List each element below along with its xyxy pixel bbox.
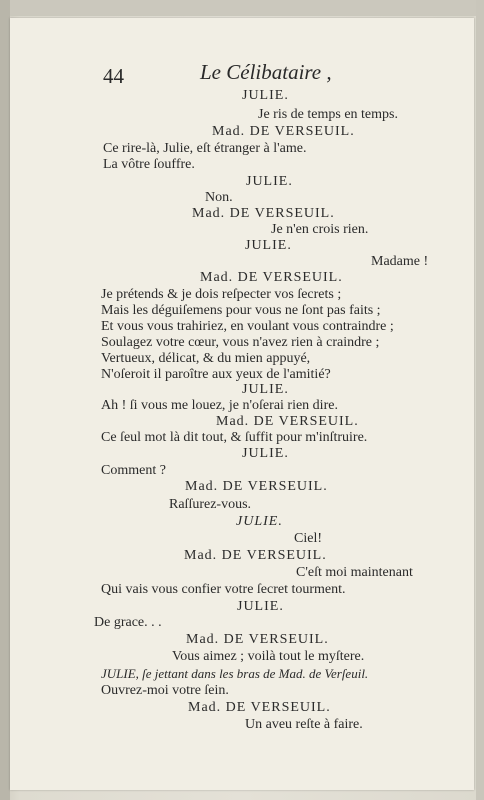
verse-line: Et vous vous trahiriez, en voulant vous contraindre ; — [101, 319, 394, 334]
stage-direction: JULIE, ſe jettant dans les bras de Mad. de Verſeuil. — [101, 666, 369, 681]
speaker-line: JULIE. — [237, 599, 284, 614]
verse-line: Vous aimez ; voilà tout le myſtere. — [172, 649, 365, 664]
verse-line: Ah ! ſi vous me louez, je n'oſerai rien dire. — [101, 398, 338, 413]
speaker-line: JULIE. — [245, 238, 292, 253]
verse-line: Je n'en crois rien. — [271, 222, 369, 237]
speaker-line: Mad. DE VERSEUIL. — [185, 479, 328, 494]
speaker-line: Mad. DE VERSEUIL. — [184, 548, 327, 563]
verse-line: Vertueux, délicat, & du mien appuyé, — [101, 351, 311, 366]
speaker-line: Mad. DE VERSEUIL. — [186, 632, 329, 647]
verse-line: Je ris de temps en temps. — [258, 107, 398, 122]
verse-line: Un aveu reſte à faire. — [245, 717, 363, 732]
verse-line: La vôtre ſouffre. — [103, 157, 195, 172]
verse-line: Ce ſeul mot là dit tout, & ſuffit pour m'inſtruire. — [101, 430, 368, 445]
verse-line: Ciel! — [294, 531, 322, 546]
verse-line: Qui vais vous confier votre ſecret tourment. — [101, 582, 346, 597]
speaker-line: JULIE. — [242, 446, 289, 461]
verse-line: Raſſurez-vous. — [169, 497, 252, 512]
speaker-line: JULIE. — [236, 514, 283, 529]
speaker-line: Mad. DE VERSEUIL. — [200, 270, 343, 285]
running-head: Le Célibataire , — [200, 60, 332, 84]
speaker-line: Mad. DE VERSEUIL. — [188, 700, 331, 715]
page-number: 44 — [103, 64, 124, 88]
speaker-line: Mad. DE VERSEUIL. — [212, 124, 355, 139]
speaker-line: Mad. DE VERSEUIL. — [216, 414, 359, 429]
speaker-line: JULIE. — [246, 174, 293, 189]
speaker-line: JULIE. — [242, 382, 289, 397]
verse-line: Soulagez votre cœur, vous n'avez rien à craindre ; — [101, 335, 380, 350]
verse-line: De grace. . . — [94, 615, 162, 630]
verse-line: Ce rire-là, Julie, eſt étranger à l'ame. — [103, 141, 307, 156]
verse-line: Mais les déguiſemens pour vous ne ſont pas faits ; — [101, 303, 381, 318]
verse-line: Madame ! — [371, 254, 429, 269]
speaker-line: JULIE. — [242, 88, 289, 103]
verse-line: Non. — [205, 190, 233, 205]
speaker-line: Mad. DE VERSEUIL. — [192, 206, 335, 221]
verse-line: Je prétends & je dois reſpecter vos ſecrets ; — [101, 287, 342, 302]
scan-left-margin — [0, 0, 10, 800]
verse-line: N'oſeroit il paroître aux yeux de l'amitié? — [101, 367, 331, 382]
scan-top-margin — [0, 0, 484, 16]
verse-line: Ouvrez-moi votre ſein. — [101, 683, 229, 698]
verse-line: Comment ? — [101, 463, 166, 478]
scan-right-margin — [476, 0, 484, 800]
verse-line: C'eſt moi maintenant — [296, 565, 413, 580]
